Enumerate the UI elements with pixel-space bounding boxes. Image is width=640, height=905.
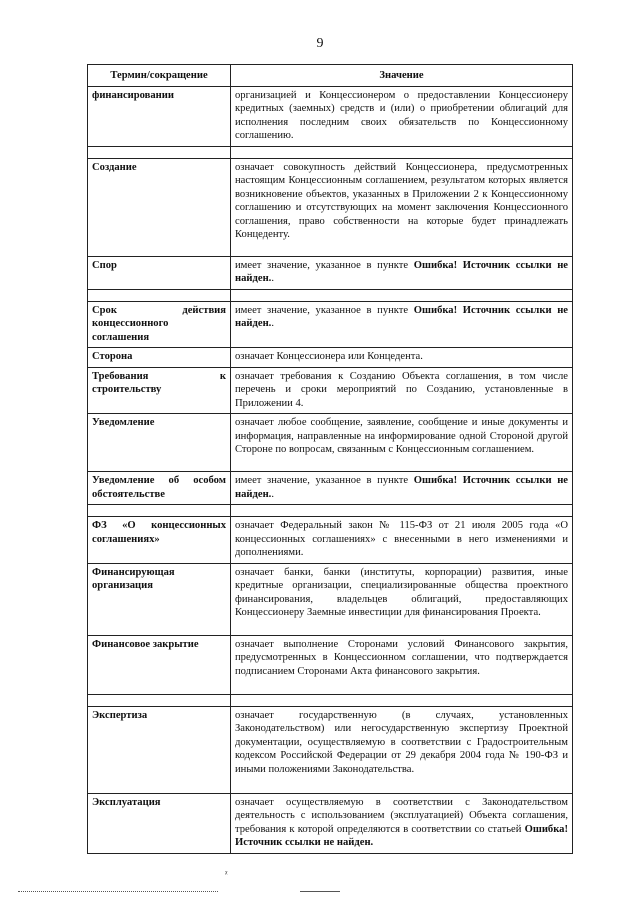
- header-meaning: Значение: [231, 65, 573, 87]
- table-header-row: [88, 65, 573, 87]
- meaning-suffix: .: [271, 273, 274, 284]
- footer-divider: [18, 891, 218, 892]
- meaning-cell: означает выполнение Сторонами условий Финансового закрытия, предусмотренных в Концессионном соглашении, что подтверждается подписанием Сторонами Акта финансового закрытия.: [231, 635, 573, 694]
- meaning-cell: означает Федеральный закон № 115-ФЗ от 21 июля 2005 года «О концессионных соглашениях» с внесенными в него изменениями и дополнениями.: [231, 517, 573, 564]
- term-cell: Создание: [88, 158, 231, 256]
- table-row: [88, 563, 573, 635]
- meaning-cell: означает банки, банки (институты, корпорации) развития, иные кредитные организации, специализированные общества проектного финансирования, владельцев облигаций, предоставляющих Концессионеру Заемные инвестиции для финансирования Проекта.: [231, 563, 573, 635]
- meaning-cell: означает государственную (в случаях, установленных Законодательством) или негосударственную экспертизу Проектной документации, осуществляемую в соответствии с Градостроительным кодексом Российской Федерации от 29 декабря 2004 года № 190-ФЗ и иными положениями Законодательства.: [231, 706, 573, 793]
- table-row: [88, 301, 573, 348]
- table-row: [88, 414, 573, 472]
- row-spacer: [88, 289, 573, 301]
- term-cell: Спор: [88, 256, 231, 289]
- meaning-cell: [231, 256, 573, 289]
- reference-error-text: Ошибка! Источник ссылки не найден.: [235, 475, 568, 500]
- term-cell: Финансовое закрытие: [88, 635, 231, 694]
- row-spacer: [88, 694, 573, 706]
- meaning-suffix: .: [271, 488, 274, 500]
- meaning-text: имеет значение, указанное в пункте: [235, 304, 414, 316]
- meaning-cell: [231, 301, 573, 348]
- term-cell: Сторона: [88, 348, 231, 368]
- meaning-cell: означает Концессионера или Концедента.: [231, 348, 573, 368]
- table-row: [88, 635, 573, 694]
- meaning-text: означает осуществляемую в соответствии с Законодательством деятельность с использованием (эксплуатацией) Объекта соглашения, требования к которой определяются в соответствии со статьей: [235, 796, 568, 835]
- term-cell: финансировании: [88, 86, 231, 146]
- footer-divider: [300, 891, 340, 892]
- meaning-cell: организацией и Концессионером о предоставлении Концессионеру кредитных (заемных) средств и (или) о приобретении облигаций для исполнения последним своих обязательств по Концессионному соглашению.: [231, 86, 573, 146]
- table-row: [88, 256, 573, 289]
- scan-mark: ᵡ: [225, 868, 228, 878]
- reference-error-text: Ошибка! Источник ссылки не найден.: [235, 259, 568, 284]
- meaning-cell: означает любое сообщение, заявление, сообщение и иные документы и информация, направленные на информирование одной Стороной другой Стороне по вопросам, связанным с Концессионным соглашением.: [231, 414, 573, 472]
- terms-table: [87, 64, 573, 854]
- term-cell: Уведомление: [88, 414, 231, 472]
- table-row: [88, 86, 573, 146]
- row-spacer: [88, 505, 573, 517]
- table-row: [88, 517, 573, 564]
- table-row: [88, 348, 573, 368]
- page-number: 9: [316, 36, 324, 51]
- meaning-cell: [231, 472, 573, 505]
- meaning-text: имеет значение, указанное в пункте: [235, 475, 414, 486]
- table-row: [88, 793, 573, 853]
- meaning-cell: означает требования к Созданию Объекта соглашения, в том числе перечень и сроки мероприятий по Созданию, установленные в Приложении 4.: [231, 367, 573, 414]
- term-cell: Срок действия концессионного соглашения: [88, 301, 231, 348]
- term-cell: ФЗ «О концессионных соглашениях»: [88, 517, 231, 564]
- header-term: Термин/сокращение: [88, 65, 231, 87]
- meaning-cell: означает совокупность действий Концессионера, предусмотренных настоящим Концессионным соглашением, результатом которых является возникновение объектов, указанных в Приложении 2 к Концессионному соглашению и отсутствующих на момент заключения Концессионного соглашения, право собственности на которые будет принадлежать Концеденту.: [231, 158, 573, 256]
- term-cell: Финансирующая организация: [88, 563, 231, 635]
- reference-error-text: Ошибка! Источник ссылки не найден.: [235, 304, 568, 329]
- table-row: [88, 472, 573, 505]
- term-cell: Требования к строительству: [88, 367, 231, 414]
- reference-error-text: Ошибка! Источник ссылки не найден.: [235, 823, 568, 848]
- term-cell: Уведомление об особом обстоятельстве: [88, 472, 231, 505]
- row-spacer: [88, 146, 573, 158]
- term-cell: Эксплуатация: [88, 793, 231, 853]
- meaning-text: имеет значение, указанное в пункте: [235, 259, 414, 271]
- term-cell: Экспертиза: [88, 706, 231, 793]
- meaning-cell: [231, 793, 573, 853]
- table-row: [88, 367, 573, 414]
- table-row: [88, 706, 573, 793]
- meaning-suffix: .: [271, 318, 274, 329]
- table-row: [88, 158, 573, 256]
